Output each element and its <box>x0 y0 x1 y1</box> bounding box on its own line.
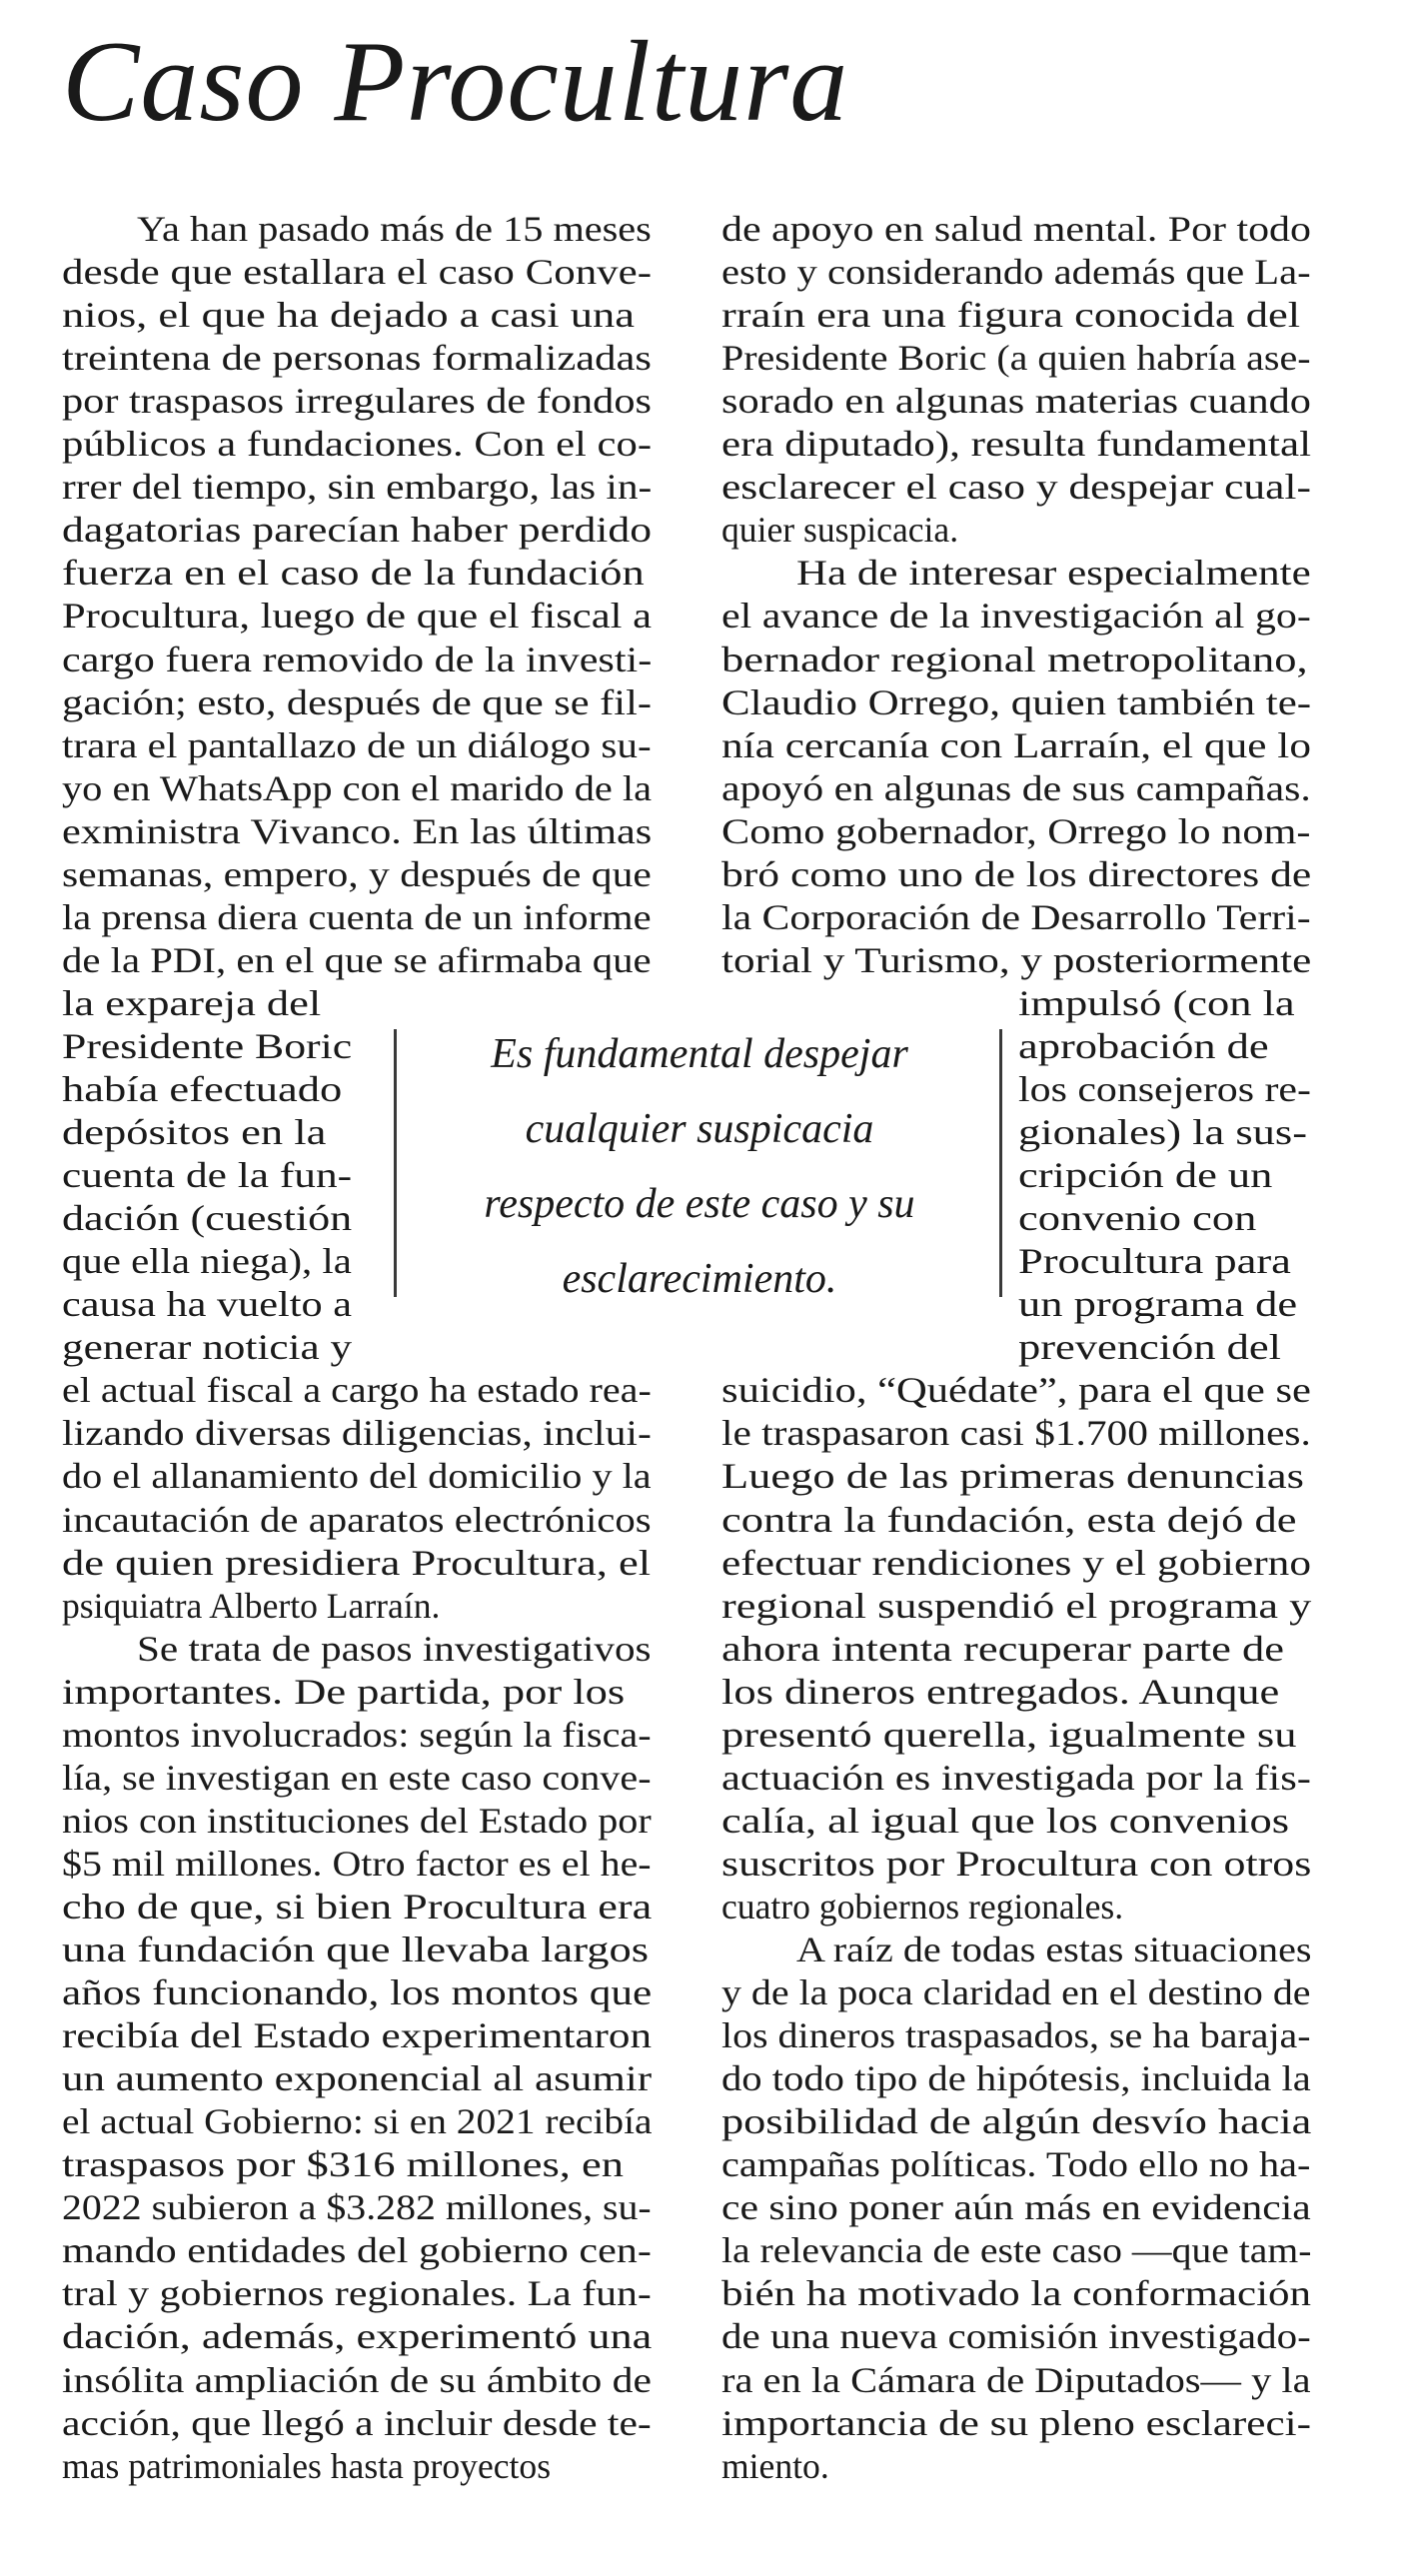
pull-quote-line: esclarecimiento. <box>562 1256 837 1302</box>
paragraph-line: contra la fundación, esta dejó de <box>721 1499 1297 1540</box>
paragraph-line: incautación de aparatos electrónicos <box>62 1499 652 1540</box>
paragraph-line: los consejeros re- <box>1018 1069 1311 1109</box>
paragraph-line: recibía del Estado experimentaron <box>62 2015 653 2056</box>
paragraph-line: torial y Turismo, y posteriormente <box>721 939 1312 980</box>
paragraph-line: bró como uno de los directores de <box>721 853 1312 894</box>
paragraph-line: nios con instituciones del Estado por <box>62 1800 652 1841</box>
paragraph-line: que ella niega), la <box>62 1241 352 1282</box>
paragraph-line: mando entidades del gobierno cen- <box>62 2230 652 2271</box>
paragraph-line: efectuar rendiciones y el gobierno <box>721 1542 1312 1583</box>
paragraph-line: apoyó en algunas de sus campañas. <box>721 767 1311 808</box>
paragraph-line: la expareja del <box>62 982 322 1023</box>
paragraph-line: Presidente Boric <box>62 1025 353 1066</box>
paragraph-line: causa ha vuelto a <box>62 1284 352 1325</box>
paragraph-line: dación, además, experimentó una <box>62 2316 653 2357</box>
pull-quote-line: Es fundamental despejar <box>491 1031 908 1077</box>
paragraph-line: de la PDI, en el que se afirmaba que <box>62 939 652 980</box>
paragraph-line: exministra Vivanco. En las últimas <box>62 810 653 851</box>
paragraph-line: importancia de su pleno esclareci- <box>721 2402 1312 2443</box>
paragraph-line: posibilidad de algún desvío hacia <box>721 2101 1312 2142</box>
paragraph-line: campañas políticas. Todo ello no ha- <box>721 2144 1311 2185</box>
paragraph-line: montos involucrados: según la fisca- <box>62 1714 652 1755</box>
paragraph-line: actuación es investigada por la fis- <box>721 1757 1311 1798</box>
paragraph-line: cuatro gobiernos regionales. <box>721 1886 1124 1927</box>
paragraph-line: los dineros entregados. Aunque <box>721 1671 1280 1712</box>
paragraph-line: Luego de las primeras denuncias <box>721 1456 1304 1497</box>
paragraph-line: acción, que llegó a incluir desde te- <box>62 2402 652 2443</box>
paragraph-line: tral y gobiernos regionales. La fun- <box>62 2273 652 2314</box>
pull-quote-line: cualquier suspicacia <box>525 1106 874 1152</box>
paragraph-line: bernador regional metropolitano, <box>721 639 1308 679</box>
paragraph-line: impulsó (con la <box>1018 982 1295 1023</box>
paragraph-line: Se trata de pasos investigativos <box>137 1628 652 1669</box>
paragraph-line: públicos a fundaciones. Con el co- <box>62 424 653 465</box>
paragraph-line: rrer del tiempo, sin embargo, las in- <box>62 467 653 508</box>
paragraph-line: A raíz de todas estas situaciones <box>796 1930 1312 1969</box>
paragraph-line: ce sino poner aún más en evidencia <box>721 2187 1311 2228</box>
paragraph-line: el actual Gobierno: si en 2021 recibía <box>62 2101 653 2142</box>
paragraph-line: insólita ampliación de su ámbito de <box>62 2359 652 2400</box>
paragraph-line: suicidio, “Quédate”, para el que se <box>721 1370 1311 1411</box>
paragraph-line: fuerza en el caso de la fundación <box>62 553 645 594</box>
article-title: Caso Procultura <box>62 18 849 146</box>
paragraph-line: un aumento exponencial al asumir <box>62 2058 653 2099</box>
paragraph-line: dación (cuestión <box>62 1198 353 1239</box>
paragraph-line: de quien presidiera Procultura, el <box>62 1542 652 1583</box>
paragraph-line: 2022 subieron a $3.282 millones, su- <box>62 2187 652 2228</box>
paragraph-line: la prensa diera cuenta de un informe <box>62 896 652 937</box>
paragraph-line: ra en la Cámara de Diputados— y la <box>721 2359 1311 2400</box>
paragraph-line: cho de que, si bien Procultura era <box>62 1886 653 1927</box>
paragraph-line: Procultura, luego de que el fiscal a <box>62 596 652 637</box>
paragraph-line: aprobación de <box>1018 1025 1269 1066</box>
paragraph-line: miento. <box>721 2445 829 2486</box>
paragraph-line: Presidente Boric (a quien habría ase- <box>721 338 1311 379</box>
paragraph-line: traspasos por $316 millones, en <box>62 2144 625 2185</box>
paragraph-line: era diputado), resulta fundamental <box>721 424 1312 465</box>
paragraph-line: rraín era una figura conocida del <box>721 295 1301 336</box>
paragraph-line: el avance de la investigación al go- <box>721 596 1311 637</box>
paragraph-line: lizando diversas diligencias, inclui- <box>62 1413 652 1454</box>
paragraph-line: Claudio Orrego, quien también te- <box>721 681 1312 722</box>
paragraph-line: Procultura para <box>1018 1241 1291 1282</box>
paragraph-line: generar noticia y <box>62 1327 353 1368</box>
paragraph-line: lía, se investigan en este caso conve- <box>62 1757 652 1798</box>
paragraph-line: un programa de <box>1018 1284 1298 1325</box>
paragraph-line: cuenta de la fun- <box>62 1155 353 1196</box>
paragraph-line: años funcionando, los montos que <box>62 1972 653 2013</box>
paragraph-line: prevención del <box>1018 1327 1282 1368</box>
paragraph-line: regional suspendió el programa y <box>721 1585 1312 1626</box>
paragraph-line: importantes. De partida, por los <box>62 1671 626 1712</box>
paragraph-line: esclarecer el caso y despejar cual- <box>721 467 1311 508</box>
pull-quote-rule-left <box>394 1029 397 1297</box>
paragraph-line: treintena de personas formalizadas <box>62 338 652 379</box>
paragraph-line: de una nueva comisión investigado- <box>721 2316 1311 2357</box>
paragraph-line: había efectuado <box>62 1069 343 1109</box>
paragraph-line: quier suspicacia. <box>721 510 959 551</box>
paragraph-line: nios, el que ha dejado a casi una <box>62 295 636 336</box>
pull-quote <box>418 1017 981 1317</box>
paragraph-line: gación; esto, después de que se fil- <box>62 681 652 722</box>
pull-quote-rule-right <box>999 1029 1002 1297</box>
paragraph-line: Como gobernador, Orrego lo nom- <box>721 810 1311 851</box>
paragraph-line: cripción de un <box>1018 1155 1273 1196</box>
paragraph-line: una fundación que llevaba largos <box>62 1930 650 1969</box>
paragraph-line: esto y considerando además que La- <box>721 252 1311 293</box>
paragraph-line: el actual fiscal a cargo ha estado rea- <box>62 1370 652 1411</box>
paragraph-line: trara el pantallazo de un diálogo su- <box>62 724 652 765</box>
pull-quote-line: respecto de este caso y su <box>484 1181 915 1227</box>
paragraph-line: calía, al igual que los convenios <box>721 1800 1290 1841</box>
paragraph-line: dagatorias parecían haber perdido <box>62 510 653 551</box>
paragraph-line: gionales) la sus- <box>1018 1112 1308 1153</box>
paragraph-line: la Corporación de Desarrollo Terri- <box>721 896 1311 937</box>
paragraph-line: $5 mil millones. Otro factor es el he- <box>62 1843 652 1884</box>
paragraph-line: do todo tipo de hipótesis, incluida la <box>721 2058 1311 2099</box>
paragraph-line: de apoyo en salud mental. Por todo <box>721 209 1311 249</box>
paragraph-line: suscritos por Procultura con otros <box>721 1843 1312 1884</box>
paragraph-line: desde que estallara el caso Conve- <box>62 252 652 293</box>
paragraph-line: cargo fuera removido de la investi- <box>62 639 653 679</box>
paragraph-line: bién ha motivado la conformación <box>721 2273 1312 2314</box>
paragraph-line: por traspasos irregulares de fondos <box>62 381 652 422</box>
paragraph-line: yo en WhatsApp con el marido de la <box>62 767 653 808</box>
paragraph-line: semanas, empero, y después de que <box>62 853 652 894</box>
paragraph-line: Ha de interesar especialmente <box>796 553 1311 594</box>
paragraph-line: sorado en algunas materias cuando <box>721 381 1311 422</box>
paragraph-line: depósitos en la <box>62 1112 327 1153</box>
paragraph-line: do el allanamiento del domicilio y la <box>62 1456 652 1497</box>
paragraph-line: Ya han pasado más de 15 meses <box>137 209 652 249</box>
paragraph-line: mas patrimoniales hasta proyectos <box>62 2445 552 2486</box>
paragraph-line: convenio con <box>1018 1198 1257 1239</box>
paragraph-line: psiquiatra Alberto Larraín. <box>62 1585 441 1626</box>
paragraph-line: nía cercanía con Larraín, el que lo <box>721 724 1311 765</box>
paragraph-line: ahora intenta recuperar parte de <box>721 1628 1284 1669</box>
paragraph-line: presentó querella, igualmente su <box>721 1714 1297 1755</box>
paragraph-line: la relevancia de este caso —que tam- <box>721 2230 1312 2271</box>
paragraph-line: y de la poca claridad en el destino de <box>721 1972 1311 2013</box>
paragraph-line: le traspasaron casi $1.700 millones. <box>721 1413 1311 1454</box>
paragraph-line: los dineros traspasados, se ha baraja- <box>721 2015 1311 2056</box>
